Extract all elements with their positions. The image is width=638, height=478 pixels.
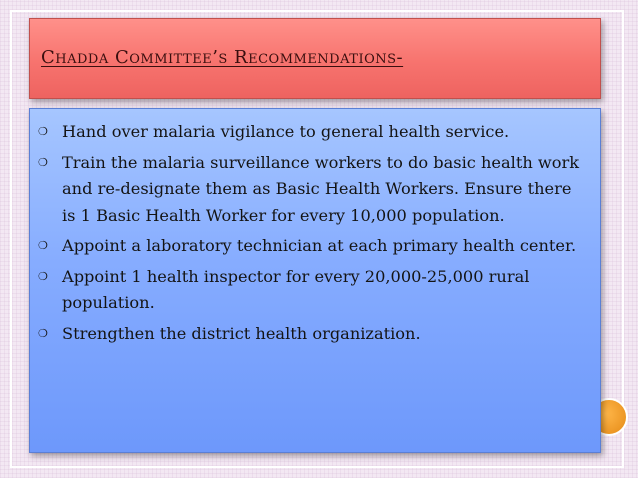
bullet-item	[30, 321, 590, 348]
bullet-text: Appoint 1 health inspector for every 20,000-25,000 rural population.	[62, 266, 530, 312]
bullet-text: Hand over malaria vigilance to general health service.	[62, 122, 510, 141]
ring-bullet-icon: ❍	[38, 239, 48, 252]
content-box	[29, 108, 601, 453]
ring-bullet-icon: ❍	[38, 155, 48, 169]
bullet-item	[30, 150, 590, 230]
bullet-item	[30, 264, 590, 317]
bullet-item	[30, 119, 590, 146]
title-box	[29, 18, 601, 99]
ring-bullet-icon: ❍	[38, 125, 48, 138]
ring-bullet-icon: ❍	[38, 269, 48, 283]
slide-title: Chadda Committee’s Recommendations-	[41, 47, 404, 68]
bullet-list	[30, 119, 590, 351]
bullet-text: Appoint a laboratory technician at each primary health center.	[62, 236, 577, 255]
ring-bullet-icon: ❍	[38, 326, 48, 340]
bullet-text: Strengthen the district health organization.	[62, 323, 421, 343]
bullet-text: Train the malaria surveillance workers to do basic health work and re-designate them as Basic Health Workers. Ensure there is 1 Basic Health Worker for every 10,000 population.	[62, 152, 580, 225]
bullet-item	[30, 233, 590, 260]
